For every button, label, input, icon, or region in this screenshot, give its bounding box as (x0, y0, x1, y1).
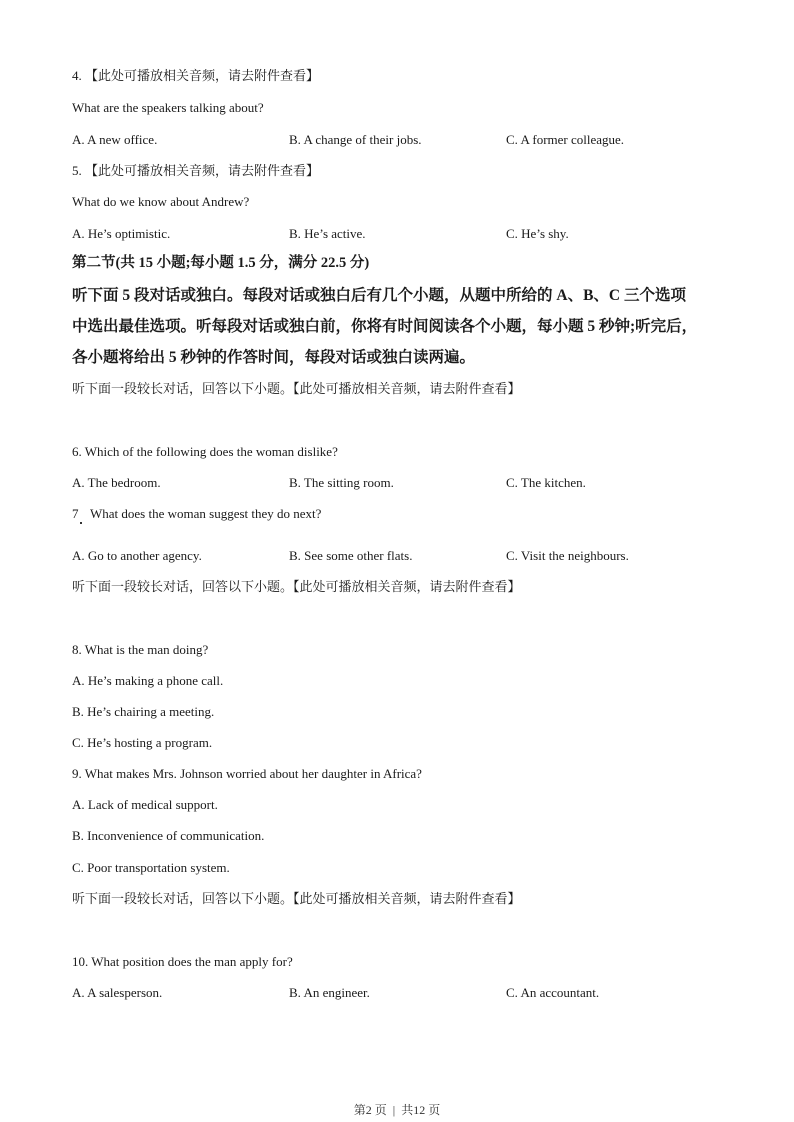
q7-option-c: C. Visit the neighbours. (506, 548, 629, 563)
section-instructions-line3: 各小题将给出 5 秒钟的作答时间，每段对话或独白读两遍。 (72, 349, 476, 366)
q8-option-c: C. He’s hosting a program. (72, 735, 213, 750)
footer-separator: | (392, 1103, 396, 1117)
q10-question: 10. What position does the man apply for? (72, 954, 293, 969)
q9-option-a: A. Lack of medical support. (72, 797, 218, 812)
q4-header: 4. 【此处可播放相关音频，请去附件查看】 (72, 68, 320, 83)
q7-option-a: A. Go to another agency. (72, 548, 202, 563)
q5-option-b: B. He’s active. (289, 226, 366, 241)
q10-option-b: B. An engineer. (289, 985, 370, 1000)
q6-option-a: A. The bedroom. (72, 475, 161, 490)
section-instructions-line1: 听下面 5 段对话或独白。每段对话或独白后有几个小题，从题中所给的 A、B、C 三个选项 (72, 287, 686, 304)
section-instructions-line2: 中选出最佳选项。听每段对话或独白前，你将有时间阅读各个小题，每小题 5 秒钟;听完后， (72, 318, 698, 335)
q4-option-a: A. A new office. (72, 132, 158, 147)
q10-option-c: C. An accountant. (506, 985, 600, 1000)
q9-question: 9. What makes Mrs. Johnson worried about her daughter in Africa? (72, 766, 422, 781)
page-footer (0, 1101, 794, 1118)
section-heading: 第二节(共 15 小题;每小题 1.5 分，满分 22.5 分) (72, 255, 370, 271)
dialog-prompt: 听下面一段较长对话，回答以下小题。【此处可播放相关音频，请去附件查看】 (72, 381, 521, 396)
q9-option-c: C. Poor transportation system. (72, 860, 230, 875)
q7-question: What does the woman suggest they do next? (90, 506, 322, 521)
q7-dot (80, 522, 82, 524)
q5-question: What do we know about Andrew? (72, 194, 250, 209)
q6-option-b: B. The sitting room. (289, 475, 394, 490)
q6-question: 6. Which of the following does the woman dislike? (72, 444, 338, 459)
q5-header: 5. 【此处可播放相关音频，请去附件查看】 (72, 163, 320, 178)
q5-option-a: A. He’s optimistic. (72, 226, 171, 241)
q8-question: 8. What is the man doing? (72, 642, 209, 657)
q8-option-b: B. He’s chairing a meeting. (72, 704, 215, 719)
q10-option-a: A. A salesperson. (72, 985, 163, 1000)
page-total: 共12 页 (401, 1103, 441, 1117)
page-number: 第2 页 (353, 1103, 387, 1117)
q6-option-c: C. The kitchen. (506, 475, 586, 490)
q4-option-c: C. A former colleague. (506, 132, 625, 147)
q8-option-a: A. He’s making a phone call. (72, 673, 224, 688)
dialog-prompt: 听下面一段较长对话，回答以下小题。【此处可播放相关音频，请去附件查看】 (72, 579, 521, 594)
q5-option-c: C. He’s shy. (506, 226, 569, 241)
q7-option-b: B. See some other flats. (289, 548, 413, 563)
q9-option-b: B. Inconvenience of communication. (72, 828, 265, 843)
q4-option-b: B. A change of their jobs. (289, 132, 422, 147)
q4-question: What are the speakers talking about? (72, 100, 264, 115)
dialog-prompt: 听下面一段较长对话，回答以下小题。【此处可播放相关音频，请去附件查看】 (72, 891, 521, 906)
q7-number: 7 (72, 506, 79, 521)
